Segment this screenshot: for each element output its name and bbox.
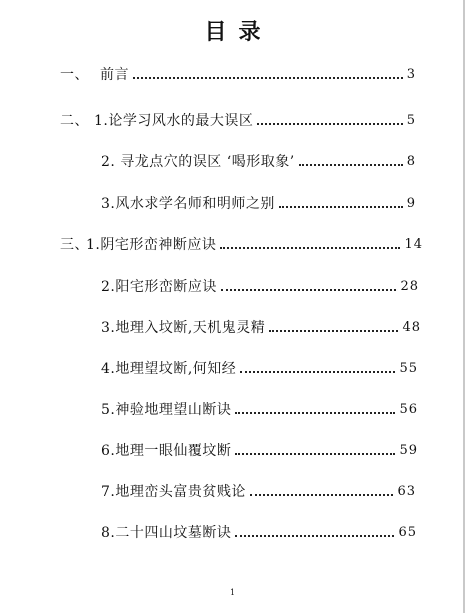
leader-dots (221, 289, 397, 291)
leader-dots (250, 494, 394, 496)
leader-dots (220, 247, 400, 249)
toc-entry-page: 9 (406, 196, 416, 211)
toc-entry (60, 64, 416, 84)
leader-dots (257, 123, 402, 125)
toc-entry (101, 399, 418, 419)
leader-dots (235, 453, 395, 455)
toc-entry (101, 358, 418, 378)
toc-entry-page: 59 (399, 443, 418, 458)
toc-entry-page: 14 (404, 237, 423, 252)
toc-entry-title: 1.阴宅形峦神断应诀 (86, 237, 217, 253)
toc-entry-title: 2. 寻龙点穴的误区 ‘喝形取象’ (101, 154, 295, 170)
toc-entry-title: 4.地理望坟断,何知经 (101, 361, 237, 377)
toc-entry-page: 55 (399, 361, 418, 376)
toc-entry-page: 3 (406, 67, 416, 82)
toc-entry (101, 481, 416, 501)
toc-entry-prefix: 二、 (60, 113, 89, 129)
toc-entry (101, 151, 416, 171)
leader-dots (279, 206, 403, 208)
leader-dots (235, 535, 394, 537)
toc-entry (101, 522, 417, 542)
leader-dots (269, 330, 398, 332)
toc-entry-page: 5 (406, 113, 416, 128)
toc-entry-title: 5.神验地理望山断诀 (101, 402, 232, 418)
toc-entry-page: 28 (400, 279, 419, 294)
leader-dots (240, 371, 395, 373)
toc-entry-prefix: 三、 (60, 237, 89, 253)
page-title: 目录 (204, 19, 273, 45)
toc-entry-page: 65 (398, 525, 417, 540)
toc-entry-title: 3.地理入坟断,天机鬼灵精 (101, 320, 266, 336)
toc-entry-page: 63 (397, 484, 416, 499)
toc-entry-title: 8.二十四山坟墓断诀 (101, 525, 232, 541)
page-number: 1 (229, 588, 236, 597)
toc-entry (101, 317, 421, 337)
leader-dots (133, 77, 403, 79)
toc-entry-title: 1.论学习风水的最大误区 (94, 113, 254, 129)
toc-entry-title: 7.地理峦头富贵贫贱论 (101, 484, 246, 500)
toc-entry-prefix: 一、 (60, 67, 89, 83)
toc-entry-page: 56 (399, 402, 418, 417)
toc-entry (60, 234, 423, 254)
toc-entry-page: 8 (406, 154, 416, 169)
toc-entry-title: 3.风水求学名师和明师之别 (101, 196, 275, 212)
toc-entry (101, 276, 419, 296)
toc-entry (60, 110, 416, 130)
toc-entry-title: 前言 (100, 67, 129, 83)
toc-entry-page: 48 (402, 320, 421, 335)
toc-entry-title: 2.阳宅形峦断应诀 (101, 279, 217, 295)
toc-entry (101, 440, 418, 460)
leader-dots (299, 164, 403, 166)
toc-entry-title: 6.地理一眼仙覆坟断 (101, 443, 232, 459)
toc-entry (101, 193, 416, 213)
leader-dots (235, 412, 395, 414)
